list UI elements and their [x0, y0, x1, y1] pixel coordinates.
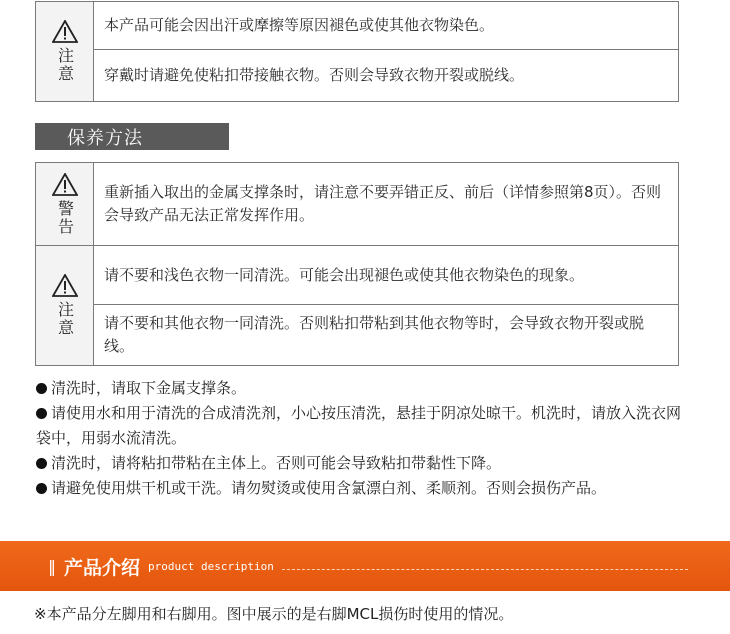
product-description-banner [0, 541, 730, 591]
warning-triangle-icon [52, 274, 78, 297]
bullet-dot-icon [36, 383, 47, 394]
product-note: ※本产品分左脚用和右脚用。图中展示的是右脚MCL损伤时使用的情况。 [34, 605, 514, 623]
warning-label-cell [36, 163, 94, 245]
notice-text: 本产品可能会因出汗或摩擦等原因褪色或使其他衣物染色。 [104, 16, 495, 34]
bullet-dot-icon [36, 483, 47, 494]
notice-text: 穿戴时请避免使粘扣带接触衣物。否则会导致衣物开裂或脱线。 [104, 66, 525, 84]
section-header [35, 123, 229, 150]
banner-mark-icon: ‖ [48, 556, 56, 576]
caution-label: 注意 [55, 301, 75, 337]
warning-text: 重新插入取出的金属支撑条时，请注意不要弄错正反、前后（详情参照第8页）。否则会导致产品无法正常发挥作用。 [104, 183, 662, 224]
warning-triangle-icon [52, 173, 78, 196]
notice-label: 注意 [55, 47, 75, 83]
list-item: 请使用水和用于清洗的合成清洗剂，小心按压清洗，悬挂于阴凉处晾干。机洗时，请放入洗衣网袋中，用弱水流清洗。 [36, 404, 682, 447]
list-item: 清洗时，请取下金属支撑条。 [36, 376, 686, 401]
notice-label-cell [36, 2, 94, 101]
care-box [35, 162, 679, 366]
banner-divider [282, 569, 688, 570]
bullet-dot-icon [36, 458, 47, 469]
notice-box-top [35, 1, 679, 102]
banner-subtitle: product description [148, 559, 274, 573]
section-title: 保养方法 [67, 127, 143, 149]
bullet-dot-icon [36, 408, 47, 419]
caution-text: 请不要和浅色衣物一同清洗。可能会出现褪色或使其他衣物染色的现象。 [104, 265, 585, 284]
care-instructions-list [36, 376, 686, 501]
list-item: 清洗时，请将粘扣带粘在主体上。否则可能会导致粘扣带黏性下降。 [36, 451, 686, 476]
warning-triangle-icon [52, 20, 78, 43]
warning-label: 警告 [55, 199, 75, 236]
list-item: 请避免使用烘干机或干洗。请勿熨烫或使用含氯漂白剂、柔顺剂。否则会损伤产品。 [36, 476, 686, 501]
banner-title: 产品介绍 [64, 556, 141, 579]
caution-text: 请不要和其他衣物一同清洗。否则粘扣带粘到其他衣物等时，会导致衣物开裂或脱线。 [104, 314, 645, 355]
caution-label-cell [36, 246, 94, 365]
